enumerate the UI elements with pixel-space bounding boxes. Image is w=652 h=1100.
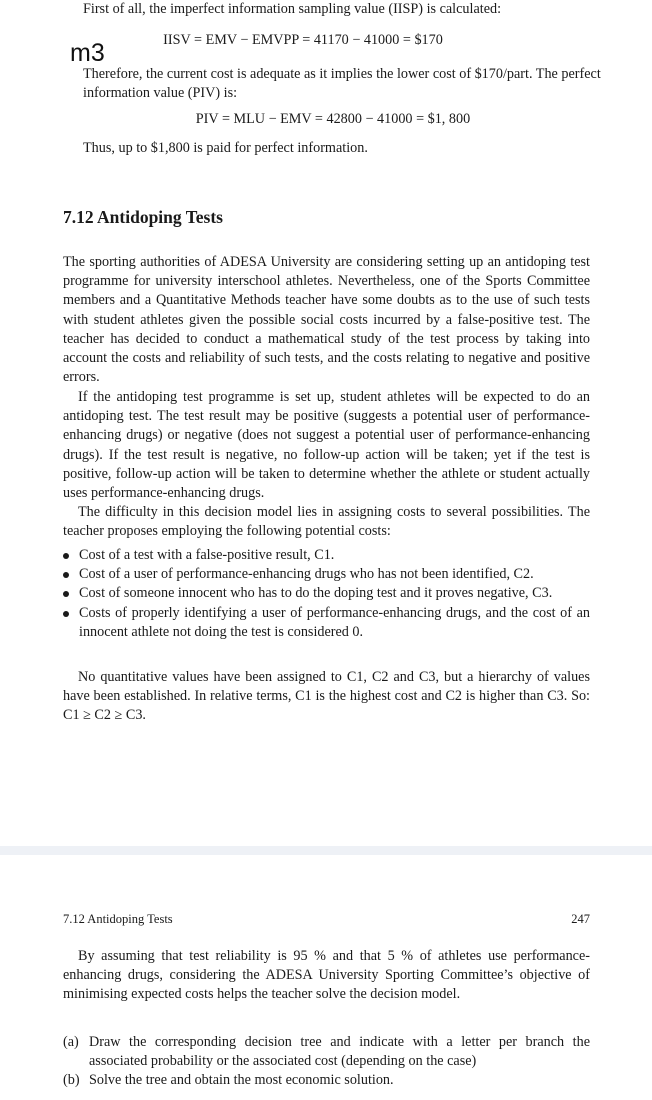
page-separator (0, 846, 652, 855)
paragraph-3: The difficulty in this decision model lies in assigning costs to several possibilities. The teacher proposes employing the following potential costs: (63, 504, 590, 540)
question-list (63, 1033, 590, 1091)
question-item-a (63, 1033, 590, 1071)
section-title: 7.12 Antidoping Tests (63, 207, 223, 227)
list-item: Costs of properly identifying a user of performance-enhancing drugs, and the cost of an innocent athlete not doing the test is considered 0. (63, 604, 590, 642)
thus-text: Thus, up to $1,800 is paid for perfect information. (83, 140, 368, 156)
equation-iisv: IISV = EMV − EMVPP = 41170 − 41000 = $170 (163, 32, 443, 48)
question-text: Solve the tree and obtain the most economic solution. (89, 1072, 394, 1089)
bullet-icon (63, 553, 69, 559)
bullet-icon (63, 591, 69, 597)
running-head: 7.12 Antidoping Tests (63, 912, 173, 926)
bullet-icon (63, 611, 69, 617)
list-item: Cost of a user of performance-enhancing drugs who has not been identified, C2. (63, 565, 590, 584)
paragraph-2: If the antidoping test programme is set up, student athletes will be expected to do an antidoping test. The test result may be positive (suggests a potential user of performance-enhancing drugs) or negative (does not suggest a potential user of performance-enhancing drugs). If the test result is negative, no follow-up action will be taken; yet if the test is positive, follow-up action will be taken to determine whether the athlete or student actually uses performance-enhancing drugs. (63, 389, 590, 502)
paragraph-4: No quantitative values have been assigned to C1, C2 and C3, but a hierarchy of values have been established. In relative terms, C1 is the highest cost and C2 is higher than C3. So: C1 ≥ C2 ≥ C3. (63, 669, 590, 724)
cost-list (63, 546, 590, 642)
paragraph-5: By assuming that test reliability is 95 % and that 5 % of athletes use performance-enhancing drugs, considering the ADESA University Sporting Committee’s objective of minimising expected costs helps the teacher solve the decision model. (63, 948, 590, 1003)
paragraph-1: The sporting authorities of ADESA University are considering setting up an antidoping test programme for university interschool athletes. Nevertheless, one of the Sports Committee members and a Quantitative Methods teacher have some doubts as to the use of such tests with student athletes given the possible social costs incurred by a false-positive test. The teacher has decided to conduct a mathematical study of the test process by taking into account the costs and reliability of such tests, and the costs relating to negative and positive errors. (63, 254, 590, 386)
bullet-icon (63, 572, 69, 578)
therefore-text: Therefore, the current cost is adequate as it implies the lower cost of $170/part. The perfect information value (PIV) is: (83, 66, 601, 102)
page-number: 247 (571, 912, 590, 926)
list-item: Cost of a test with a false-positive result, C1. (63, 546, 590, 565)
question-item-b (63, 1071, 590, 1090)
list-item: Cost of someone innocent who has to do the doping test and it proves negative, C3. (63, 584, 590, 603)
intro-text: First of all, the imperfect information sampling value (IISP) is calculated: (83, 1, 502, 17)
question-label: (a) (63, 1034, 79, 1050)
question-label: (b) (63, 1072, 80, 1089)
equation-piv: PIV = MLU − EMV = 42800 − 41000 = $1, 800 (195, 111, 471, 127)
question-text: Draw the corresponding decision tree and indicate with a letter per branch the associated probability or the associated cost (depending on the case) (89, 1034, 590, 1070)
handwritten-annotation: m3 (70, 39, 105, 67)
